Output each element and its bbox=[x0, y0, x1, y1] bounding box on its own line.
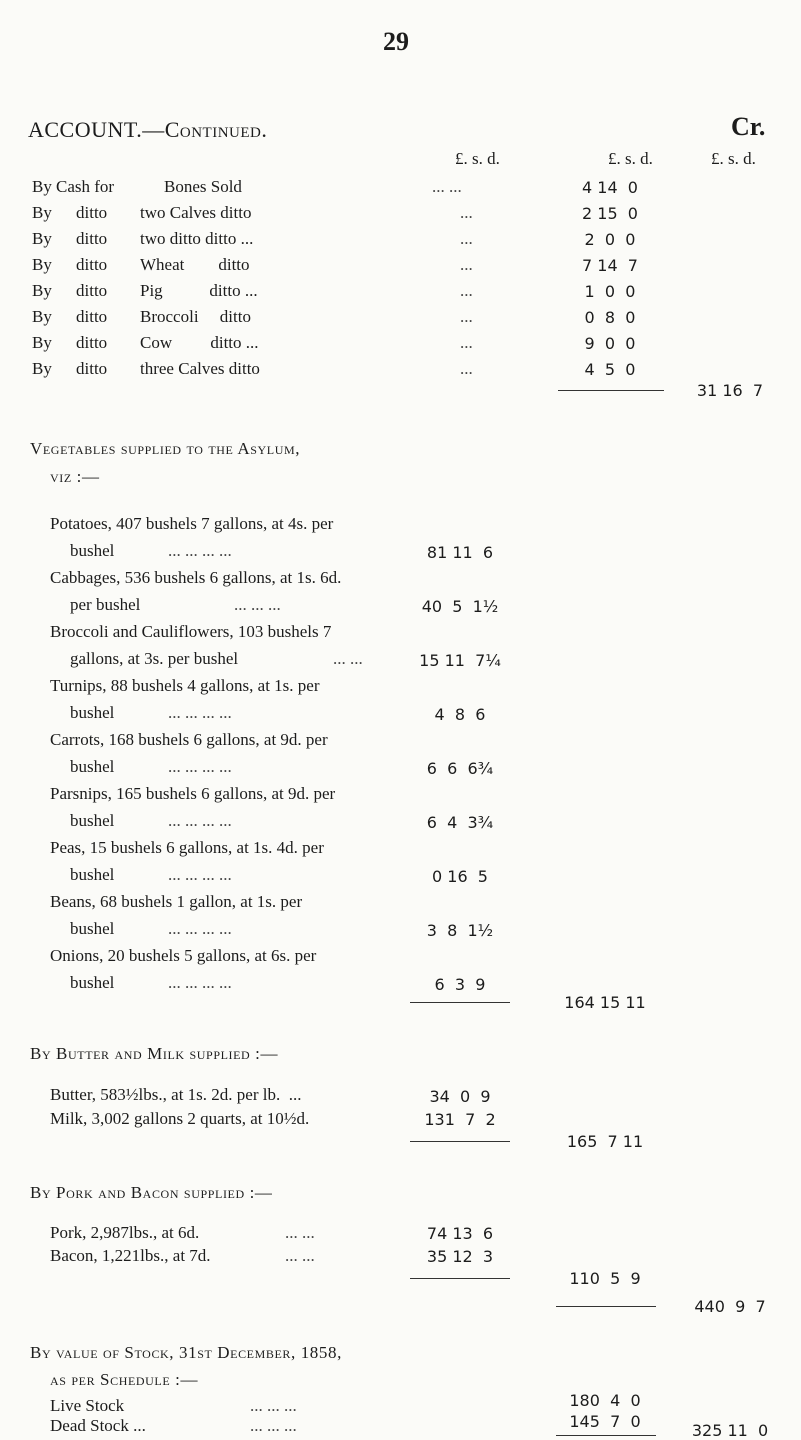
veg-line2: bushel bbox=[70, 811, 115, 830]
credit-label: Cr. bbox=[731, 112, 766, 141]
veg-line2: per bushel bbox=[70, 595, 141, 614]
sales-item: two ditto ditto ... bbox=[140, 229, 254, 248]
sales-row: By ditto Wheat ditto ... bbox=[32, 255, 473, 274]
sales-row: By ditto Cow ditto ... ... bbox=[32, 333, 473, 352]
sales-label: ditto bbox=[76, 307, 108, 326]
veg-line2: bushel bbox=[70, 541, 115, 560]
veg-amount: 81 11 6 bbox=[426, 543, 494, 562]
sales-label: ditto bbox=[76, 359, 108, 378]
sales-label: ditto bbox=[76, 229, 108, 248]
sales-item: Wheat ditto bbox=[140, 255, 250, 274]
veg-viz: viz :— bbox=[50, 467, 100, 486]
butter-label: Butter, 583½lbs., at 1s. 2d. per lb. ... bbox=[50, 1085, 302, 1104]
bacon-label: Bacon, 1,221lbs., at 7d. bbox=[50, 1246, 211, 1265]
veg-heading: Vegetables supplied to the Asylum, bbox=[30, 439, 301, 458]
sales-row: By ditto two Calves ditto ... bbox=[32, 203, 473, 222]
col-header-2: £. s. d. bbox=[608, 149, 653, 168]
veg-amount: 0 16 5 bbox=[432, 867, 488, 886]
sales-label: ditto bbox=[76, 203, 108, 222]
page-number: 29 bbox=[383, 27, 409, 56]
heading-text: ACCOUNT.—Continued. bbox=[28, 117, 268, 142]
sales-by: By bbox=[32, 359, 52, 378]
sales-item: Pig ditto ... bbox=[140, 281, 258, 300]
veg-total: 164 15 11 bbox=[564, 993, 646, 1012]
butter-heading: By Butter and Milk supplied :— bbox=[30, 1044, 279, 1063]
veg-line1: Beans, 68 bushels 1 gallon, at 1s. per bbox=[50, 892, 303, 911]
sales-by: By bbox=[32, 281, 52, 300]
sales-amount: 4 5 0 bbox=[584, 360, 636, 379]
veg-line2: bushel bbox=[70, 865, 115, 884]
sales-by: By bbox=[32, 255, 52, 274]
sales-by: By bbox=[32, 307, 52, 326]
stock-rule bbox=[556, 1435, 656, 1436]
butter-rule bbox=[410, 1141, 510, 1142]
sales-by: By bbox=[32, 229, 52, 248]
sales-amount: 7 14 7 bbox=[582, 256, 638, 275]
veg-line1: Parsnips, 165 bushels 6 gallons, at 9d. per bbox=[50, 784, 336, 803]
sales-label: ditto bbox=[76, 255, 108, 274]
pork-total: 110 5 9 bbox=[569, 1269, 641, 1288]
veg-line1: Cabbages, 536 bushels 6 gallons, at 1s. 6d. bbox=[50, 568, 342, 587]
stock-total: 325 11 0 bbox=[691, 1421, 769, 1440]
stock-heading2: as per Schedule :— bbox=[50, 1370, 199, 1389]
sales-by: By bbox=[32, 203, 52, 222]
sales-item: two Calves ditto bbox=[140, 203, 252, 222]
sales-item: three Calves ditto bbox=[140, 359, 260, 378]
stock-heading: By value of Stock, 31st December, 1858, bbox=[30, 1343, 342, 1362]
sales-amount: 9 0 0 bbox=[584, 334, 636, 353]
sales-label: Cash for bbox=[56, 177, 115, 196]
col-header-1: £. s. d. bbox=[455, 149, 500, 168]
veg-line1: Turnips, 88 bushels 4 gallons, at 1s. per bbox=[50, 676, 320, 695]
sales-item: Bones Sold bbox=[164, 177, 242, 196]
sales-row: By ditto Pig ditto ... ... bbox=[32, 281, 473, 300]
veg-line2: bushel bbox=[70, 973, 115, 992]
milk-label: Milk, 3,002 gallons 2 quarts, at 10½d. bbox=[50, 1109, 310, 1128]
veg-amount: 6 3 9 bbox=[434, 975, 486, 994]
sales-item: Cow ditto ... bbox=[140, 333, 259, 352]
veg-line1: Broccoli and Cauliflowers, 103 bushels 7 bbox=[50, 622, 332, 641]
veg-line1: Carrots, 168 bushels 6 gallons, at 9d. per bbox=[50, 730, 328, 749]
veg-line2: bushel bbox=[70, 703, 115, 722]
sales-by: By bbox=[32, 177, 52, 196]
sales-row: By Cash for Bones Sold ... ... bbox=[32, 177, 462, 196]
sales-total: 31 16 7 bbox=[696, 381, 764, 400]
sales-row: By ditto Broccoli ditto ... bbox=[32, 307, 473, 326]
sales-label: ditto bbox=[76, 333, 108, 352]
veg-line1: Potatoes, 407 bushels 7 gallons, at 4s. per bbox=[50, 514, 334, 533]
milk-amount: 131 7 2 bbox=[424, 1110, 496, 1129]
veg-line2: bushel bbox=[70, 757, 115, 776]
veg-amount: 3 8 1½ bbox=[426, 921, 494, 940]
dead-stock-amount: 145 7 0 bbox=[569, 1412, 641, 1431]
live-stock-amount: 180 4 0 bbox=[569, 1391, 641, 1410]
col-header-3: £. s. d. bbox=[711, 149, 756, 168]
pork-amount: 74 13 6 bbox=[426, 1224, 494, 1243]
butter-total: 165 7 11 bbox=[566, 1132, 644, 1151]
veg-line1: Peas, 15 bushels 6 gallons, at 1s. 4d. per bbox=[50, 838, 324, 857]
produce-rule bbox=[556, 1306, 656, 1307]
veg-line1: Onions, 20 bushels 5 gallons, at 6s. per bbox=[50, 946, 317, 965]
veg-amount: 4 8 6 bbox=[434, 705, 486, 724]
veg-line2: bushel bbox=[70, 919, 115, 938]
veg-rule bbox=[410, 1002, 510, 1003]
veg-amount: 40 5 1½ bbox=[421, 597, 499, 616]
sales-amount: 2 15 0 bbox=[582, 204, 638, 223]
sales-rule bbox=[558, 390, 664, 391]
sales-row: By ditto two ditto ditto ... ... bbox=[32, 229, 473, 248]
page-heading bbox=[28, 117, 267, 143]
pork-rule bbox=[410, 1278, 510, 1279]
dead-stock-label: Dead Stock ... bbox=[50, 1416, 146, 1435]
sales-item: Broccoli ditto bbox=[140, 307, 251, 326]
veg-line2: gallons, at 3s. per bushel bbox=[70, 649, 239, 668]
sales-label: ditto bbox=[76, 281, 108, 300]
pork-label: Pork, 2,987lbs., at 6d. bbox=[50, 1223, 200, 1242]
veg-amount: 6 4 3¾ bbox=[426, 813, 494, 832]
live-stock-label: Live Stock bbox=[50, 1396, 125, 1415]
produce-total: 440 9 7 bbox=[694, 1297, 766, 1316]
bacon-amount: 35 12 3 bbox=[426, 1247, 494, 1266]
sales-by: By bbox=[32, 333, 52, 352]
butter-amount: 34 0 9 bbox=[429, 1087, 491, 1106]
sales-amount: 2 0 0 bbox=[584, 230, 636, 249]
sales-amount: 4 14 0 bbox=[582, 178, 638, 197]
sales-amount: 0 8 0 bbox=[584, 308, 636, 327]
veg-amount: 15 11 7¼ bbox=[419, 651, 501, 670]
sales-row: By ditto three Calves ditto ... bbox=[32, 359, 473, 378]
pork-heading: By Pork and Bacon supplied :— bbox=[30, 1183, 273, 1202]
veg-amount: 6 6 6¾ bbox=[426, 759, 494, 778]
sales-amount: 1 0 0 bbox=[584, 282, 636, 301]
